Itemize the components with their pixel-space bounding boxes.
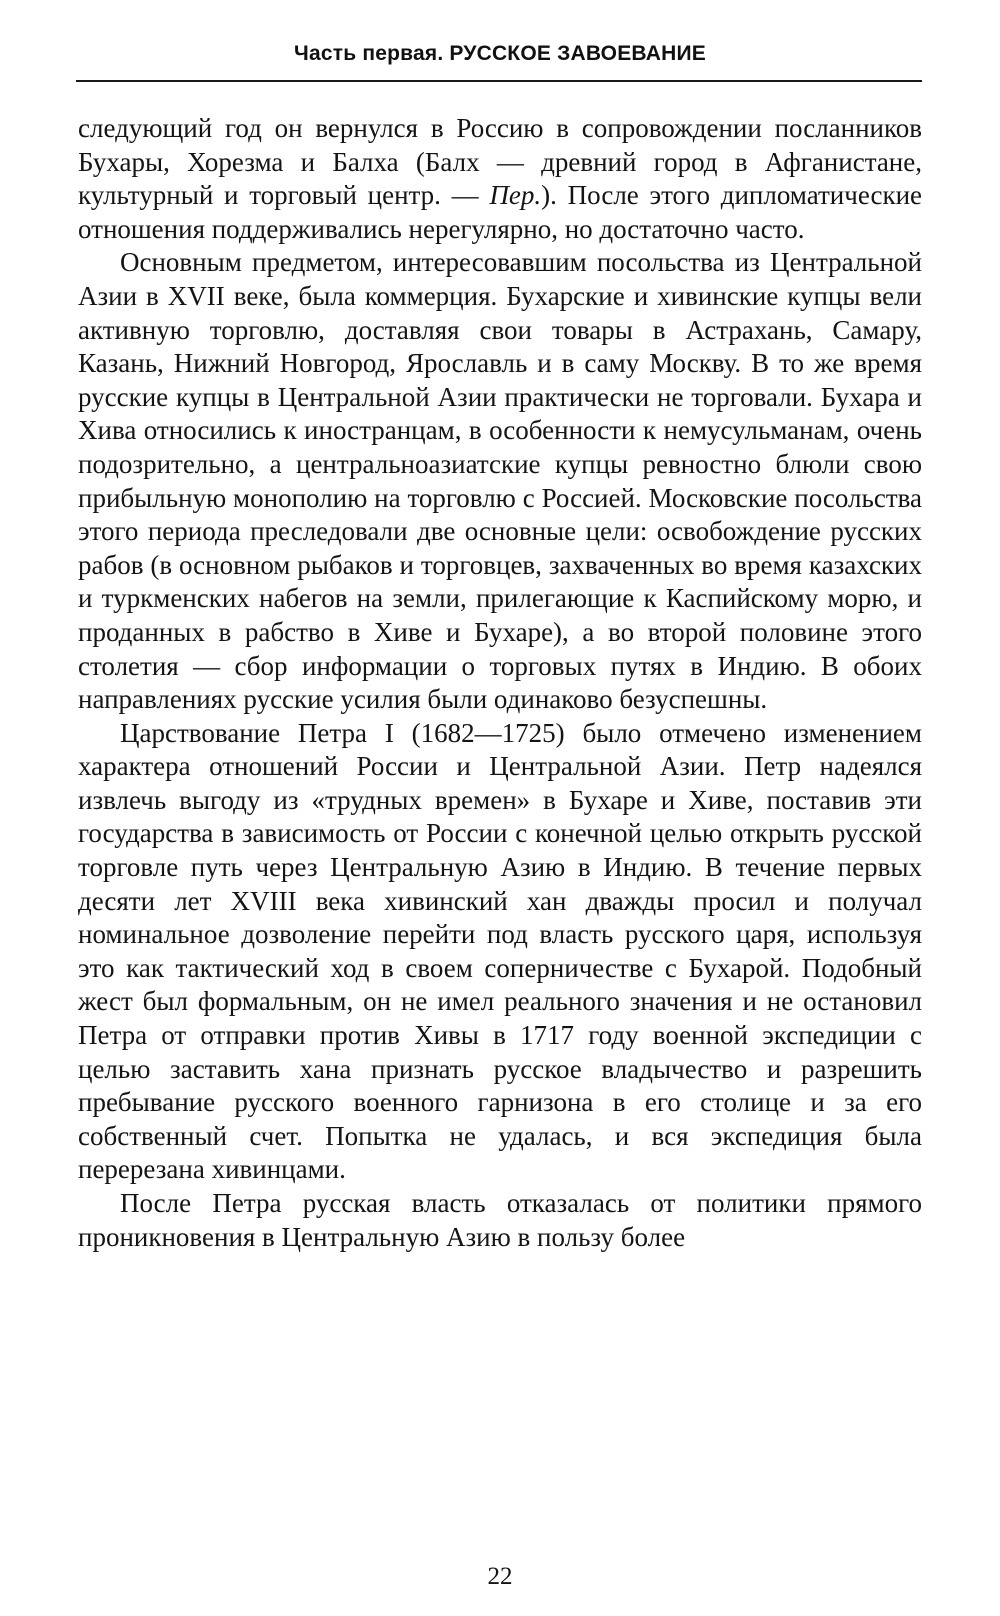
body-text bbox=[78, 112, 922, 1254]
paragraph-3: Царствование Петра I (1682—1725) было отмечено изменением характера отношений России и Центральной Азии. Петр надеялся извлечь выгоду из «трудных времен» в Бухаре и Хиве, поставив эти государства в зависимость от России с конечной целью открыть русской торговле путь через Центральную Азию в Индию. В течение первых десяти лет XVIII века хивинский хан дважды просил и получал номинальное дозволение перейти под власть русского царя, используя это как тактический ход в своем соперничестве с Бухарой. Подобный жест был формальным, он не имел реального значения и не остановил Петра от отправки против Хивы в 1717 году военной экспедиции с целью заставить хана признать русское владычество и разрешить пребывание русского военного гарнизона в его столице и за его собственный счет. Попытка не удалась, и вся экспедиция была перерезана хивинцами. bbox=[78, 717, 922, 1185]
header-rule bbox=[76, 80, 922, 82]
page-number: 22 bbox=[487, 1563, 513, 1590]
paragraph-2: Основным предметом, интересовавшим посольства из Центральной Азии в XVII веке, была коммерция. Бухарские и хивинские купцы вели активную торговлю, доставляя свои товары в Астрахань, Самару, Казань, Нижний Новгород, Ярославль и в саму Москву. В то же время русские купцы в Центральной Азии практически не торговали. Бухара и Хива относились к иностранцам, в особенности к немусульманам, очень подозрительно, а центральноазиатские купцы ревностно блюли свою прибыльную монополию на торговлю с Россией. Московские посольства этого периода преследовали две основные цели: освобождение русских рабов (в основном рыбаков и торговцев, захваченных во время казахских и туркменских набегов на земли, прилегающие к Каспийскому морю, и проданных в рабство в Хиве и Бухаре), а во второй половине этого столетия — сбор информации о торговых путях в Индию. В обоих направлениях русские усилия были одинаково безуспешны. bbox=[78, 247, 922, 715]
translator-note-abbreviation: Пер. bbox=[489, 180, 542, 211]
paragraph-1-text-end: ). После этого дипломатические отношения поддерживались нерегулярно, но достаточно часто. bbox=[78, 180, 923, 244]
paragraph-4: После Петра русская власть отказалась от политики прямого проникновения в Центральную Азию в пользу более bbox=[78, 1188, 922, 1252]
paragraph-1-text-start: следующий год он вернулся в Россию в сопровождении посланников Бухары, Хорезма и Балха (Балх — древний город в Афганистане, культурный и торговый центр. — bbox=[78, 113, 922, 211]
running-head: Часть первая. РУССКОЕ ЗАВОЕВАНИЕ bbox=[294, 42, 706, 65]
paragraph-1 bbox=[78, 112, 922, 246]
